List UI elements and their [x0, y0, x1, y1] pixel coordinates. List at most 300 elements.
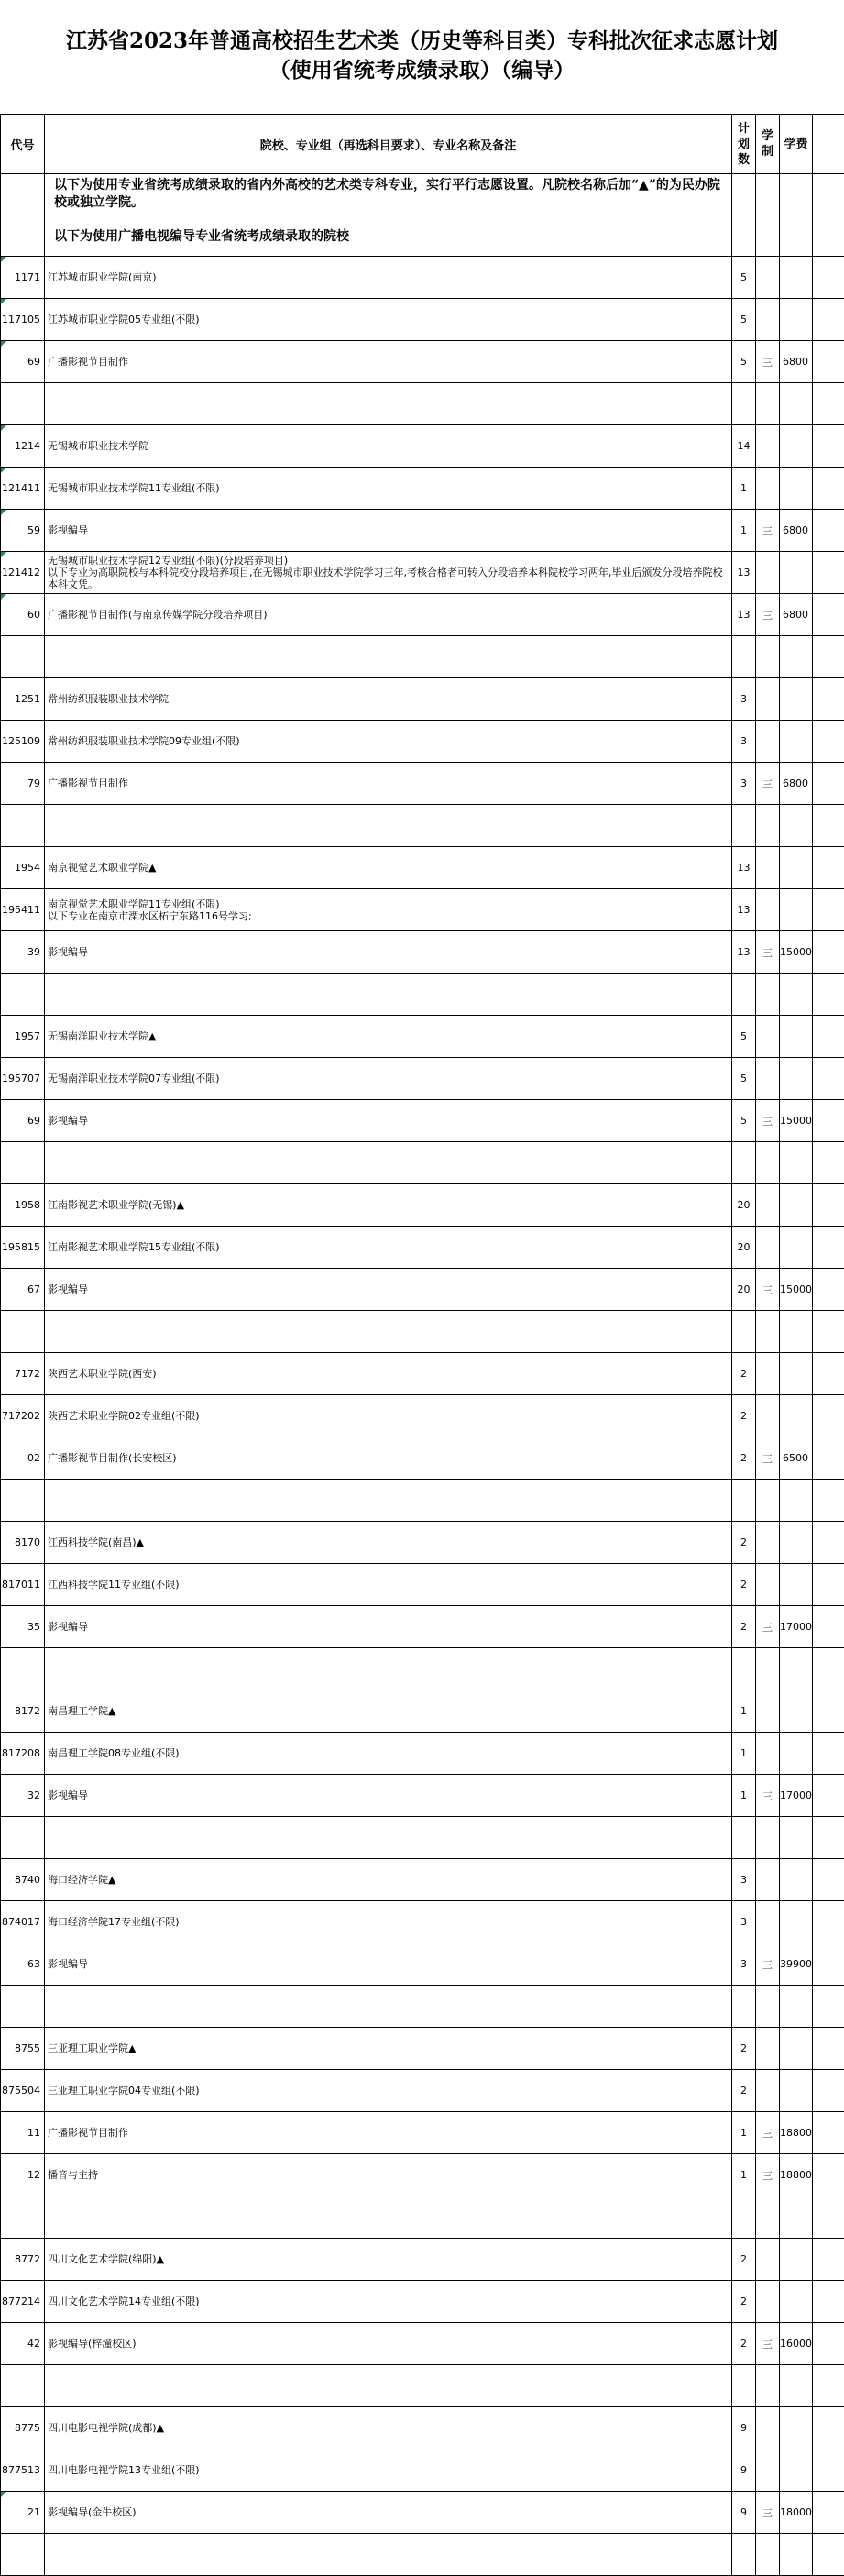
comment-marker-icon — [1, 425, 6, 431]
program-name: 影视编导 — [48, 524, 731, 536]
code-cell — [1, 1016, 45, 1058]
program-note: 以下专业为高职院校与本科院校分段培养项目,在无锡城市职业技术学院学习三年,考核合格者可转入分段培养本科院校学习两年,毕业后颁发分段培养院校本科文凭。 — [48, 567, 731, 590]
fee-cell — [780, 1690, 813, 1733]
code-text: 8755 — [15, 2042, 40, 2054]
name-cell — [45, 552, 732, 594]
xuezhi-cell: 三 — [756, 1437, 780, 1480]
code-text: 1171 — [15, 271, 40, 283]
table-row — [1, 468, 844, 510]
fee-cell: 17000 — [780, 1775, 813, 1817]
name-cell — [45, 1058, 732, 1100]
code-cell — [1, 468, 45, 510]
table-row — [1, 763, 844, 805]
xuezhi-cell — [756, 2281, 780, 2323]
xuezhi-cell: 三 — [756, 1100, 780, 1142]
code-cell — [1, 341, 45, 383]
fee-cell — [780, 847, 813, 889]
xuezhi-cell — [756, 2239, 780, 2281]
name-cell — [45, 1100, 732, 1142]
xuezhi-cell — [756, 847, 780, 889]
xuezhi-cell — [756, 552, 780, 594]
fee-cell — [780, 299, 813, 341]
plan-cell: 20 — [732, 1227, 756, 1269]
name-cell — [45, 299, 732, 341]
program-name: 南昌理工学院08专业组(不限) — [48, 1747, 731, 1759]
code-text: 1214 — [15, 440, 40, 452]
table-row — [1, 1100, 844, 1142]
code-cell — [1, 1522, 45, 1564]
table-row — [1, 1353, 844, 1395]
fee-cell — [780, 2407, 813, 2449]
code-cell — [1, 2070, 45, 2112]
xuezhi-cell — [756, 678, 780, 721]
table-row — [1, 2070, 844, 2112]
code-cell — [1, 1733, 45, 1775]
page-title: 江苏省2023年普通高校招生艺术类（历史等科目类）专科批次征求志愿计划 — [0, 28, 844, 55]
name-cell — [45, 1269, 732, 1311]
name-cell — [45, 1437, 732, 1480]
fee-cell — [780, 1901, 813, 1943]
code-cell — [1, 1184, 45, 1227]
name-cell — [45, 1606, 732, 1648]
code-text: 125109 — [2, 735, 40, 747]
xuezhi-cell — [756, 2028, 780, 2070]
plan-cell: 13 — [732, 931, 756, 974]
program-name: 无锡城市职业技术学院12专业组(不限)(分段培养项目) — [48, 555, 731, 567]
name-cell — [45, 2492, 732, 2534]
name-cell — [45, 2281, 732, 2323]
code-text: 8172 — [15, 1705, 40, 1717]
table-row — [1, 510, 844, 552]
header-extra — [813, 115, 844, 174]
code-text: 63 — [27, 1958, 40, 1970]
code-cell — [1, 1606, 45, 1648]
code-text: 69 — [27, 356, 40, 368]
name-cell — [45, 1733, 732, 1775]
code-cell — [1, 1353, 45, 1395]
fee-cell — [780, 678, 813, 721]
fee-cell — [780, 721, 813, 763]
code-cell — [1, 1901, 45, 1943]
code-text: 817011 — [2, 1579, 40, 1591]
plan-cell: 9 — [732, 2407, 756, 2449]
table-row — [1, 1395, 844, 1437]
name-cell — [45, 425, 732, 468]
code-cell — [1, 2407, 45, 2449]
xuezhi-cell — [756, 1058, 780, 1100]
fee-cell: 18800 — [780, 2154, 813, 2196]
code-cell — [1, 257, 45, 299]
name-cell — [45, 2239, 732, 2281]
code-cell — [1, 425, 45, 468]
spacer-row — [1, 2365, 844, 2407]
fee-cell — [780, 2281, 813, 2323]
code-text: 02 — [27, 1452, 40, 1464]
comment-marker-icon — [1, 594, 6, 600]
fee-cell — [780, 1564, 813, 1606]
code-cell — [1, 1269, 45, 1311]
fee-cell — [780, 1859, 813, 1901]
code-text: 195411 — [2, 904, 40, 916]
name-cell — [45, 1184, 732, 1227]
code-text: 1957 — [15, 1030, 40, 1042]
program-name: 江西科技学院(南昌)▲ — [48, 1536, 731, 1548]
spacer-row — [1, 974, 844, 1016]
code-text: 1251 — [15, 693, 40, 705]
table-row — [1, 2449, 844, 2492]
fee-cell: 6800 — [780, 510, 813, 552]
plan-cell: 5 — [732, 299, 756, 341]
code-cell — [1, 2028, 45, 2070]
code-text: 195707 — [2, 1073, 40, 1084]
program-name: 江苏城市职业学院05专业组(不限) — [48, 314, 731, 325]
xuezhi-cell: 三 — [756, 2492, 780, 2534]
code-text: 79 — [27, 777, 40, 789]
code-text: 875504 — [2, 2085, 40, 2097]
spacer-row — [1, 2196, 844, 2239]
code-cell — [1, 889, 45, 931]
program-name: 影视编导(梓潼校区) — [48, 2338, 731, 2350]
plan-cell: 20 — [732, 1269, 756, 1311]
code-text: 69 — [27, 1115, 40, 1127]
name-cell — [45, 468, 732, 510]
code-text: 8740 — [15, 1874, 40, 1886]
fee-cell — [780, 2449, 813, 2492]
code-text: 8775 — [15, 2422, 40, 2434]
program-name: 影视编导 — [48, 1621, 731, 1633]
table-row — [1, 1522, 844, 1564]
comment-marker-icon — [1, 341, 6, 347]
code-cell — [1, 1437, 45, 1480]
header-code: 代号 — [1, 115, 45, 174]
plan-cell: 14 — [732, 425, 756, 468]
code-cell — [1, 1058, 45, 1100]
plan-cell: 3 — [732, 678, 756, 721]
fee-cell: 15000 — [780, 931, 813, 974]
program-name: 广播影视节目制作(与南京传媒学院分段培养项目) — [48, 609, 731, 621]
table-row — [1, 931, 844, 974]
code-cell — [1, 1100, 45, 1142]
name-cell — [45, 1690, 732, 1733]
code-cell — [1, 2449, 45, 2492]
code-cell — [1, 2492, 45, 2534]
fee-cell — [780, 1227, 813, 1269]
code-text: 877513 — [2, 2464, 40, 2476]
program-name: 江西科技学院11专业组(不限) — [48, 1579, 731, 1591]
comment-marker-icon — [1, 510, 6, 515]
program-name: 播音与主持 — [48, 2169, 731, 2181]
program-name: 四川电影电视学院(成都)▲ — [48, 2422, 731, 2434]
table-row — [1, 1227, 844, 1269]
program-name: 常州纺织服装职业技术学院09专业组(不限) — [48, 735, 731, 747]
code-cell — [1, 847, 45, 889]
plan-cell: 3 — [732, 721, 756, 763]
code-cell — [1, 594, 45, 636]
xuezhi-cell: 三 — [756, 1775, 780, 1817]
name-cell — [45, 2323, 732, 2365]
plan-cell: 5 — [732, 1016, 756, 1058]
code-text: 21 — [27, 2506, 40, 2518]
fee-cell: 6800 — [780, 341, 813, 383]
xuezhi-cell: 三 — [756, 2112, 780, 2154]
program-name: 影视编导 — [48, 1283, 731, 1295]
plan-cell: 5 — [732, 1058, 756, 1100]
name-cell — [45, 1775, 732, 1817]
spacer-row — [1, 1817, 844, 1859]
plan-cell: 1 — [732, 1690, 756, 1733]
fee-cell: 6500 — [780, 1437, 813, 1480]
program-name: 影视编导 — [48, 1115, 731, 1127]
spacer-row — [1, 1480, 844, 1522]
fee-cell — [780, 2070, 813, 2112]
program-name: 无锡城市职业技术学院 — [48, 440, 731, 452]
spacer-row — [1, 1648, 844, 1690]
table-row — [1, 1437, 844, 1480]
section-row — [1, 215, 844, 257]
xuezhi-cell: 三 — [756, 931, 780, 974]
table-row — [1, 1564, 844, 1606]
plan-cell: 2 — [732, 1437, 756, 1480]
plan-cell: 13 — [732, 552, 756, 594]
program-name: 广播影视节目制作 — [48, 777, 731, 789]
spacer-row — [1, 383, 844, 425]
program-name: 常州纺织服装职业技术学院 — [48, 693, 731, 705]
code-text: 8772 — [15, 2253, 40, 2265]
table-row — [1, 425, 844, 468]
xuezhi-cell — [756, 257, 780, 299]
program-name: 影视编导(金牛校区) — [48, 2506, 731, 2518]
table-row — [1, 847, 844, 889]
xuezhi-cell: 三 — [756, 763, 780, 805]
fee-cell — [780, 1353, 813, 1395]
program-name: 影视编导 — [48, 1789, 731, 1801]
code-text: 1954 — [15, 862, 40, 874]
plan-cell: 2 — [732, 1522, 756, 1564]
xuezhi-cell — [756, 1859, 780, 1901]
plan-table — [0, 114, 844, 2576]
table-row — [1, 341, 844, 383]
name-cell — [45, 889, 732, 931]
code-cell — [1, 678, 45, 721]
header-plan: 计划数 — [732, 115, 756, 174]
code-text: 67 — [27, 1283, 40, 1295]
spacer-row — [1, 1986, 844, 2028]
table-row — [1, 1606, 844, 1648]
program-name: 无锡城市职业技术学院11专业组(不限) — [48, 482, 731, 494]
program-name: 江南影视艺术职业学院15专业组(不限) — [48, 1241, 731, 1253]
code-cell — [1, 510, 45, 552]
table-row — [1, 1269, 844, 1311]
name-cell — [45, 847, 732, 889]
fee-cell — [780, 257, 813, 299]
table-row — [1, 1058, 844, 1100]
fee-cell: 15000 — [780, 1269, 813, 1311]
table-row — [1, 1733, 844, 1775]
name-cell — [45, 678, 732, 721]
xuezhi-cell: 三 — [756, 2154, 780, 2196]
header-fee: 学费 — [780, 115, 813, 174]
name-cell — [45, 721, 732, 763]
code-text: 42 — [27, 2338, 40, 2350]
plan-cell: 1 — [732, 2112, 756, 2154]
spacer-row — [1, 2534, 844, 2576]
code-text: 717202 — [2, 1410, 40, 1422]
program-name: 广播影视节目制作 — [48, 356, 731, 368]
code-cell — [1, 1564, 45, 1606]
program-name: 江南影视艺术职业学院(无锡)▲ — [48, 1199, 731, 1211]
code-cell — [1, 1943, 45, 1986]
name-cell — [45, 341, 732, 383]
comment-marker-icon — [1, 468, 6, 473]
intro-text: 以下为使用专业省统考成绩录取的省内外高校的艺术类专科专业，实行平行志愿设置。凡院校名称后加“▲”的为民办院校或独立学院。 — [45, 174, 732, 215]
name-cell — [45, 1016, 732, 1058]
plan-cell: 9 — [732, 2492, 756, 2534]
program-name: 海口经济学院▲ — [48, 1874, 731, 1886]
program-name: 无锡南洋职业技术学院07专业组(不限) — [48, 1073, 731, 1084]
program-name: 南京视觉艺术职业学院11专业组(不限) — [48, 898, 731, 910]
xuezhi-cell: 三 — [756, 1943, 780, 1986]
plan-cell: 2 — [732, 2070, 756, 2112]
name-cell — [45, 1353, 732, 1395]
code-text: 32 — [27, 1789, 40, 1801]
table-row — [1, 678, 844, 721]
page-subtitle: （使用省统考成绩录取）（编导） — [0, 57, 844, 84]
table-row — [1, 2407, 844, 2449]
name-cell — [45, 257, 732, 299]
fee-cell — [780, 552, 813, 594]
fee-cell — [780, 468, 813, 510]
fee-cell: 17000 — [780, 1606, 813, 1648]
code-text: 874017 — [2, 1916, 40, 1928]
plan-cell: 2 — [732, 1564, 756, 1606]
plan-cell: 3 — [732, 1943, 756, 1986]
code-cell — [1, 1690, 45, 1733]
xuezhi-cell — [756, 721, 780, 763]
plan-cell: 9 — [732, 2449, 756, 2492]
fee-cell — [780, 889, 813, 931]
xuezhi-cell — [756, 425, 780, 468]
name-cell — [45, 2407, 732, 2449]
program-name: 广播影视节目制作(长安校区) — [48, 1452, 731, 1464]
table-row — [1, 2112, 844, 2154]
code-cell — [1, 931, 45, 974]
fee-cell: 39900 — [780, 1943, 813, 1986]
table-row — [1, 552, 844, 594]
xuezhi-cell — [756, 1733, 780, 1775]
plan-cell: 2 — [732, 1395, 756, 1437]
xuezhi-cell: 三 — [756, 1269, 780, 1311]
xuezhi-cell — [756, 1227, 780, 1269]
plan-cell: 1 — [732, 2154, 756, 2196]
fee-cell — [780, 2028, 813, 2070]
xuezhi-cell: 三 — [756, 510, 780, 552]
name-cell — [45, 763, 732, 805]
name-cell — [45, 510, 732, 552]
fee-cell — [780, 1395, 813, 1437]
program-name: 江苏城市职业学院(南京) — [48, 271, 731, 283]
xuezhi-cell — [756, 468, 780, 510]
fee-cell — [780, 1016, 813, 1058]
code-cell — [1, 1859, 45, 1901]
plan-cell: 2 — [732, 2323, 756, 2365]
plan-cell: 13 — [732, 847, 756, 889]
table-row — [1, 2323, 844, 2365]
table-row — [1, 1943, 844, 1986]
xuezhi-cell — [756, 1522, 780, 1564]
fee-cell — [780, 1058, 813, 1100]
plan-cell: 2 — [732, 1606, 756, 1648]
name-cell — [45, 1227, 732, 1269]
program-name: 影视编导 — [48, 1958, 731, 1970]
plan-cell: 2 — [732, 2239, 756, 2281]
plan-cell: 3 — [732, 763, 756, 805]
code-cell — [1, 2281, 45, 2323]
plan-cell: 13 — [732, 889, 756, 931]
code-cell — [1, 2154, 45, 2196]
plan-cell: 3 — [732, 1901, 756, 1943]
code-cell — [1, 552, 45, 594]
comment-marker-icon — [1, 257, 6, 262]
xuezhi-cell — [756, 1690, 780, 1733]
table-row — [1, 257, 844, 299]
fee-cell: 15000 — [780, 1100, 813, 1142]
name-cell — [45, 2112, 732, 2154]
code-text: 121411 — [2, 482, 40, 494]
xuezhi-cell — [756, 1016, 780, 1058]
code-cell — [1, 2239, 45, 2281]
code-cell — [1, 2112, 45, 2154]
fee-cell — [780, 425, 813, 468]
xuezhi-cell — [756, 1564, 780, 1606]
xuezhi-cell — [756, 1395, 780, 1437]
xuezhi-cell: 三 — [756, 594, 780, 636]
plan-cell: 2 — [732, 2281, 756, 2323]
table-row — [1, 889, 844, 931]
plan-cell: 3 — [732, 1859, 756, 1901]
plan-cell: 1 — [732, 1775, 756, 1817]
program-name: 南昌理工学院▲ — [48, 1705, 731, 1717]
program-name: 海口经济学院17专业组(不限) — [48, 1916, 731, 1928]
code-cell — [1, 763, 45, 805]
code-text: 35 — [27, 1621, 40, 1633]
section-text: 以下为使用广播电视编导专业省统考成绩录取的院校 — [45, 215, 732, 257]
name-cell — [45, 1564, 732, 1606]
code-text: 39 — [27, 946, 40, 958]
program-name: 四川电影电视学院13专业组(不限) — [48, 2464, 731, 2476]
name-cell — [45, 1395, 732, 1437]
spacer-row — [1, 1142, 844, 1184]
code-cell — [1, 299, 45, 341]
plan-cell: 5 — [732, 1100, 756, 1142]
code-cell — [1, 2323, 45, 2365]
fee-cell: 6800 — [780, 763, 813, 805]
code-text: 195815 — [2, 1241, 40, 1253]
code-text: 7172 — [15, 1368, 40, 1380]
xuezhi-cell — [756, 2449, 780, 2492]
fee-cell — [780, 1522, 813, 1564]
program-name: 四川文化艺术学院(绵阳)▲ — [48, 2253, 731, 2265]
code-cell — [1, 1395, 45, 1437]
code-text: 1958 — [15, 1199, 40, 1211]
code-cell — [1, 1227, 45, 1269]
xuezhi-cell: 三 — [756, 2323, 780, 2365]
xuezhi-cell: 三 — [756, 1606, 780, 1648]
name-cell — [45, 1859, 732, 1901]
name-cell — [45, 1901, 732, 1943]
program-name: 影视编导 — [48, 946, 731, 958]
program-note: 以下专业在南京市溧水区柘宁东路116号学习; — [48, 910, 731, 922]
table-row — [1, 1901, 844, 1943]
